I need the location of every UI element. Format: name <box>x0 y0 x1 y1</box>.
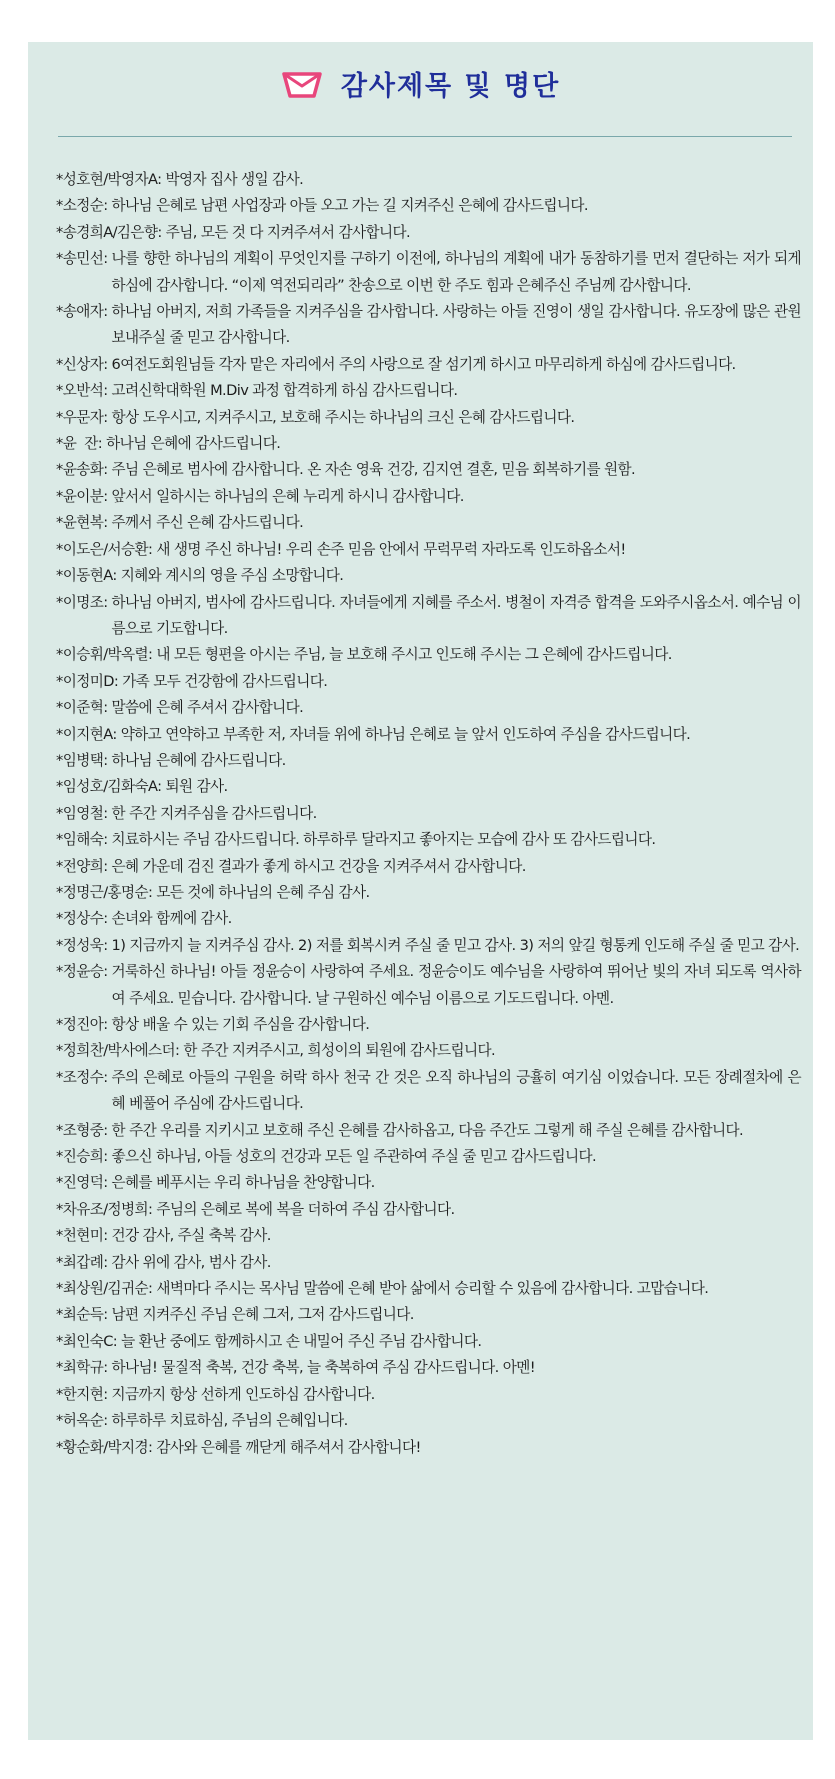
entry-text: 거룩하신 하나님! 아들 정윤승이 사랑하여 주세요. 정윤승이도 예수님을 사랑하여 뛰어난 빛의 자녀 되도록 역사하여 주세요. 믿습니다. 감사합니다. 날 구원하신 예수님 이름으로 기도드립니다. 아멘. <box>111 963 801 1007</box>
thanks-entry <box>56 484 801 510</box>
thanks-entry <box>56 1118 801 1144</box>
thanks-list <box>56 167 801 1461</box>
thanks-entry <box>56 722 801 748</box>
entry-text: 하나님 은혜에 감사드립니다. <box>111 751 286 769</box>
entry-name: *차유조/정병희: <box>56 1200 157 1218</box>
entry-text: 감사와 은혜를 깨닫게 해주셔서 감사합니다! <box>156 1438 421 1456</box>
thanks-entry <box>56 827 801 853</box>
thanks-entry <box>56 906 801 932</box>
entry-name: *전양희: <box>56 857 112 875</box>
thanks-entry <box>56 537 801 563</box>
thanks-entry <box>56 590 801 643</box>
entry-text: 6여전도회원님들 각자 맡은 자리에서 주의 사랑으로 잘 섬기게 하시고 마무리하게 하심에 감사드립니다. <box>111 355 736 373</box>
entry-name: *최상원/김귀순: <box>56 1280 157 1298</box>
entry-text: 한 주간 지켜주심을 감사드립니다. <box>111 804 317 822</box>
thanks-entry <box>56 1144 801 1170</box>
entry-text: 주께서 주신 은혜 감사드립니다. <box>111 514 304 532</box>
entry-name: *신상자: <box>56 355 112 373</box>
thanks-entry <box>56 378 801 404</box>
entry-name: *이명조: <box>56 593 112 611</box>
entry-name: *임성호/김화숙A: <box>56 778 166 796</box>
entry-name: *우문자: <box>56 408 112 426</box>
entry-name: *최인숙C: <box>56 1332 122 1350</box>
entry-name: *송경희A/김은향: <box>56 223 166 241</box>
entry-text: 건강 감사, 주실 축복 감사. <box>111 1227 271 1245</box>
entry-name: *성호현/박영자A: <box>56 171 166 188</box>
entry-text: 하나님 은혜에 감사드립니다. <box>106 435 281 453</box>
entry-text: 나를 향한 하나님의 계획이 무엇인지를 구하기 이전에, 하나님의 계획에 내가 동참하기를 먼저 결단하는 저가 되게 하심에 감사합니다. “이제 역전되리라” 찬송으로 이번 한 주도 힘과 은혜주신 주님께 감사합니다. <box>111 250 801 294</box>
thanks-entry <box>56 695 801 721</box>
entry-name: *이지현A: <box>56 725 121 743</box>
thanks-entry <box>56 1250 801 1276</box>
entry-name: *정진아: <box>56 1016 112 1033</box>
entry-name: *최갑례: <box>56 1253 112 1271</box>
entry-name: *임해숙: <box>56 831 112 849</box>
thanks-entry <box>56 1408 801 1434</box>
thanks-entry <box>56 1435 801 1461</box>
thanks-entry <box>56 167 801 193</box>
thanks-entry <box>56 220 801 246</box>
thanks-entry <box>56 563 801 589</box>
thanks-entry <box>56 1197 801 1223</box>
entry-name: *진영덕: <box>56 1174 112 1192</box>
entry-text: 은혜를 베푸시는 우리 하나님을 찬양합니다. <box>111 1174 375 1192</box>
entry-text: 하루하루 치료하심, 주님의 은혜입니다. <box>111 1412 348 1430</box>
entry-name: *이준혁: <box>56 699 112 717</box>
thanks-entry <box>56 933 801 959</box>
entry-text: 하나님 은혜로 남편 사업장과 아들 오고 가는 길 지켜주신 은혜에 감사드립니다. <box>111 197 588 215</box>
entry-text: 모든 것에 하나님의 은혜 주심 감사. <box>156 883 370 901</box>
entry-name: *이동현A: <box>56 567 121 585</box>
thanks-entry <box>56 1355 801 1381</box>
entry-name: *송민선: <box>56 250 112 268</box>
entry-name: *정윤승: <box>56 963 112 981</box>
entry-text: 지혜와 계시의 영을 주심 소망합니다. <box>120 567 344 585</box>
entry-text: 남편 지켜주신 주님 은혜 그저, 그저 감사드립니다. <box>111 1306 414 1324</box>
thanks-entry <box>56 1302 801 1328</box>
title-divider <box>58 136 792 137</box>
entry-name: *윤현복: <box>56 514 112 532</box>
entry-text: 하나님 아버지, 범사에 감사드립니다. 자녀들에게 지혜를 주소서. 병철이 자격증 합격을 도와주시옵소서. 예수님 이름으로 기도합니다. <box>111 593 801 637</box>
entry-text: 박영자 집사 생일 감사. <box>165 171 304 188</box>
entry-text: 좋으신 하나님, 아들 성호의 건강과 모든 일 주관하여 주실 줄 믿고 감사드립니다. <box>111 1148 596 1166</box>
entry-name: *조형중: <box>56 1121 112 1139</box>
thanks-entry <box>56 880 801 906</box>
entry-text: 퇴원 감사. <box>165 778 228 796</box>
page-header <box>28 64 813 116</box>
entry-name: *진승희: <box>56 1148 112 1166</box>
entry-name: *정명근/홍명순: <box>56 883 157 901</box>
entry-text: 새벽마다 주시는 목사님 말씀에 은혜 받아 삶에서 승리할 수 있음에 감사합니다. 고맙습니다. <box>156 1280 709 1298</box>
entry-name: *윤 잔: <box>56 435 107 453</box>
thanks-entry <box>56 748 801 774</box>
entry-name: *이도은/서승환: <box>56 540 157 558</box>
entry-name: *소정순: <box>56 197 112 215</box>
entry-text: 은혜 가운데 검진 결과가 좋게 하시고 건강을 지켜주셔서 감사합니다. <box>111 857 526 875</box>
entry-text: 앞서서 일하시는 하나님의 은혜 누리게 하시니 감사합니다. <box>111 487 464 505</box>
thanks-entry <box>56 1276 801 1302</box>
thanks-entry <box>56 774 801 800</box>
thanks-entry <box>56 457 801 483</box>
thanks-entry <box>56 431 801 457</box>
thanks-entry <box>56 669 801 695</box>
entry-text: 항상 배울 수 있는 기회 주심을 감사합니다. <box>111 1016 370 1033</box>
entry-text: 감사 위에 감사, 범사 감사. <box>111 1253 271 1271</box>
page-title: 감사제목 및 명단 <box>340 71 561 102</box>
thanks-entry <box>56 405 801 431</box>
entry-name: *황순화/박지경: <box>56 1438 157 1456</box>
thanks-entry <box>56 1382 801 1408</box>
thanks-entry <box>56 299 801 352</box>
thanks-entry <box>56 193 801 219</box>
entry-text: 지금까지 항상 선하게 인도하심 감사합니다. <box>111 1385 375 1403</box>
thanks-entry <box>56 1170 801 1196</box>
entry-text: 치료하시는 주님 감사드립니다. 하루하루 달라지고 좋아지는 모습에 감사 또 감사드립니다. <box>111 831 656 849</box>
entry-name: *정상수: <box>56 910 112 928</box>
entry-text: 내 모든 형편을 아시는 주님, 늘 보호해 주시고 인도해 주시는 그 은혜에 감사드립니다. <box>156 646 672 664</box>
entry-text: 하나님! 물질적 축복, 건강 축복, 늘 축복하여 주심 감사드립니다. 아멘! <box>111 1359 535 1377</box>
entry-text: 주님의 은혜로 복에 복을 더하여 주심 감사합니다. <box>156 1200 455 1218</box>
entry-text: 주님 은혜로 범사에 감사합니다. 온 자손 영육 건강, 김지연 결혼, 믿음 회복하기를 원함. <box>111 461 636 479</box>
thanks-entry <box>56 801 801 827</box>
entry-name: *임병택: <box>56 751 112 769</box>
thanks-entry <box>56 1038 801 1064</box>
entry-text: 늘 환난 중에도 함께하시고 손 내밀어 주신 주님 감사합니다. <box>121 1332 482 1350</box>
entry-text: 1) 지금까지 늘 지켜주심 감사. 2) 저를 회복시켜 주실 줄 믿고 감사. 3) 저의 앞길 형통케 인도해 주실 줄 믿고 감사. <box>111 936 800 954</box>
entry-name: *송애자: <box>56 303 112 321</box>
thanks-entry <box>56 246 801 299</box>
entry-name: *이승휘/박옥렬: <box>56 646 157 664</box>
entry-name: *최순득: <box>56 1306 112 1324</box>
thanks-entry <box>56 1223 801 1249</box>
entry-text: 가족 모두 건강함에 감사드립니다. <box>122 672 328 690</box>
thanks-entry <box>56 1012 801 1038</box>
entry-name: *윤송화: <box>56 461 112 479</box>
entry-name: *최학규: <box>56 1359 112 1377</box>
entry-text: 한 주간 지켜주시고, 희성이의 퇴원에 감사드립니다. <box>183 1042 496 1060</box>
entry-name: *조정수: <box>56 1068 112 1086</box>
entry-name: *임영철: <box>56 804 112 822</box>
entry-text: 주의 은혜로 아들의 구원을 허락 하사 천국 간 것은 오직 하나님의 긍휼히 여기심 이었습니다. 모든 장례절차에 은혜 베풀어 주심에 감사드립니다. <box>111 1068 801 1113</box>
thanks-entry <box>56 352 801 378</box>
entry-text: 고려신학대학원 M.Div 과정 합격하게 하심 감사드립니다. <box>111 382 458 400</box>
entry-text: 항상 도우시고, 지켜주시고, 보호해 주시는 하나님의 크신 은혜 감사드립니다. <box>111 408 575 426</box>
entry-name: *한지현: <box>56 1385 112 1403</box>
entry-name: *천현미: <box>56 1227 112 1245</box>
entry-text: 손녀와 함께에 감사. <box>111 910 232 928</box>
entry-name: *정성욱: <box>56 936 112 954</box>
entry-text: 약하고 연약하고 부족한 저, 자녀들 위에 하나님 은혜로 늘 앞서 인도하여 주심을 감사드립니다. <box>120 725 691 743</box>
entry-name: *정희찬/박사에스더: <box>56 1042 184 1060</box>
thanks-entry <box>56 1065 801 1118</box>
entry-text: 한 주간 우리를 지키시고 보호해 주신 은혜를 감사하옵고, 다음 주간도 그렇게 해 주실 은혜를 감사합니다. <box>111 1121 744 1139</box>
entry-name: *허옥순: <box>56 1412 112 1430</box>
envelope-icon <box>281 68 323 100</box>
entry-text: 새 생명 주신 하나님! 우리 손주 믿음 안에서 무럭무럭 자라도록 인도하옵소서! <box>156 540 626 558</box>
thanks-entry <box>56 510 801 536</box>
entry-text: 하나님 아버지, 저희 가족들을 지켜주심을 감사합니다. 사랑하는 아들 진영이 생일 감사합니다. 유도장에 많은 관원 보내주실 줄 믿고 감사합니다. <box>111 303 801 347</box>
thanks-entry <box>56 854 801 880</box>
entry-name: *이정미D: <box>56 672 123 690</box>
thanks-panel <box>28 42 813 1740</box>
thanks-entry <box>56 1329 801 1355</box>
entry-text: 말씀에 은혜 주셔서 감사합니다. <box>111 699 304 717</box>
entry-name: *오반석: <box>56 382 112 400</box>
entry-text: 주님, 모든 것 다 지켜주셔서 감사합니다. <box>165 223 410 241</box>
thanks-entry <box>56 959 801 1012</box>
thanks-entry <box>56 642 801 668</box>
entry-name: *윤이분: <box>56 487 112 505</box>
